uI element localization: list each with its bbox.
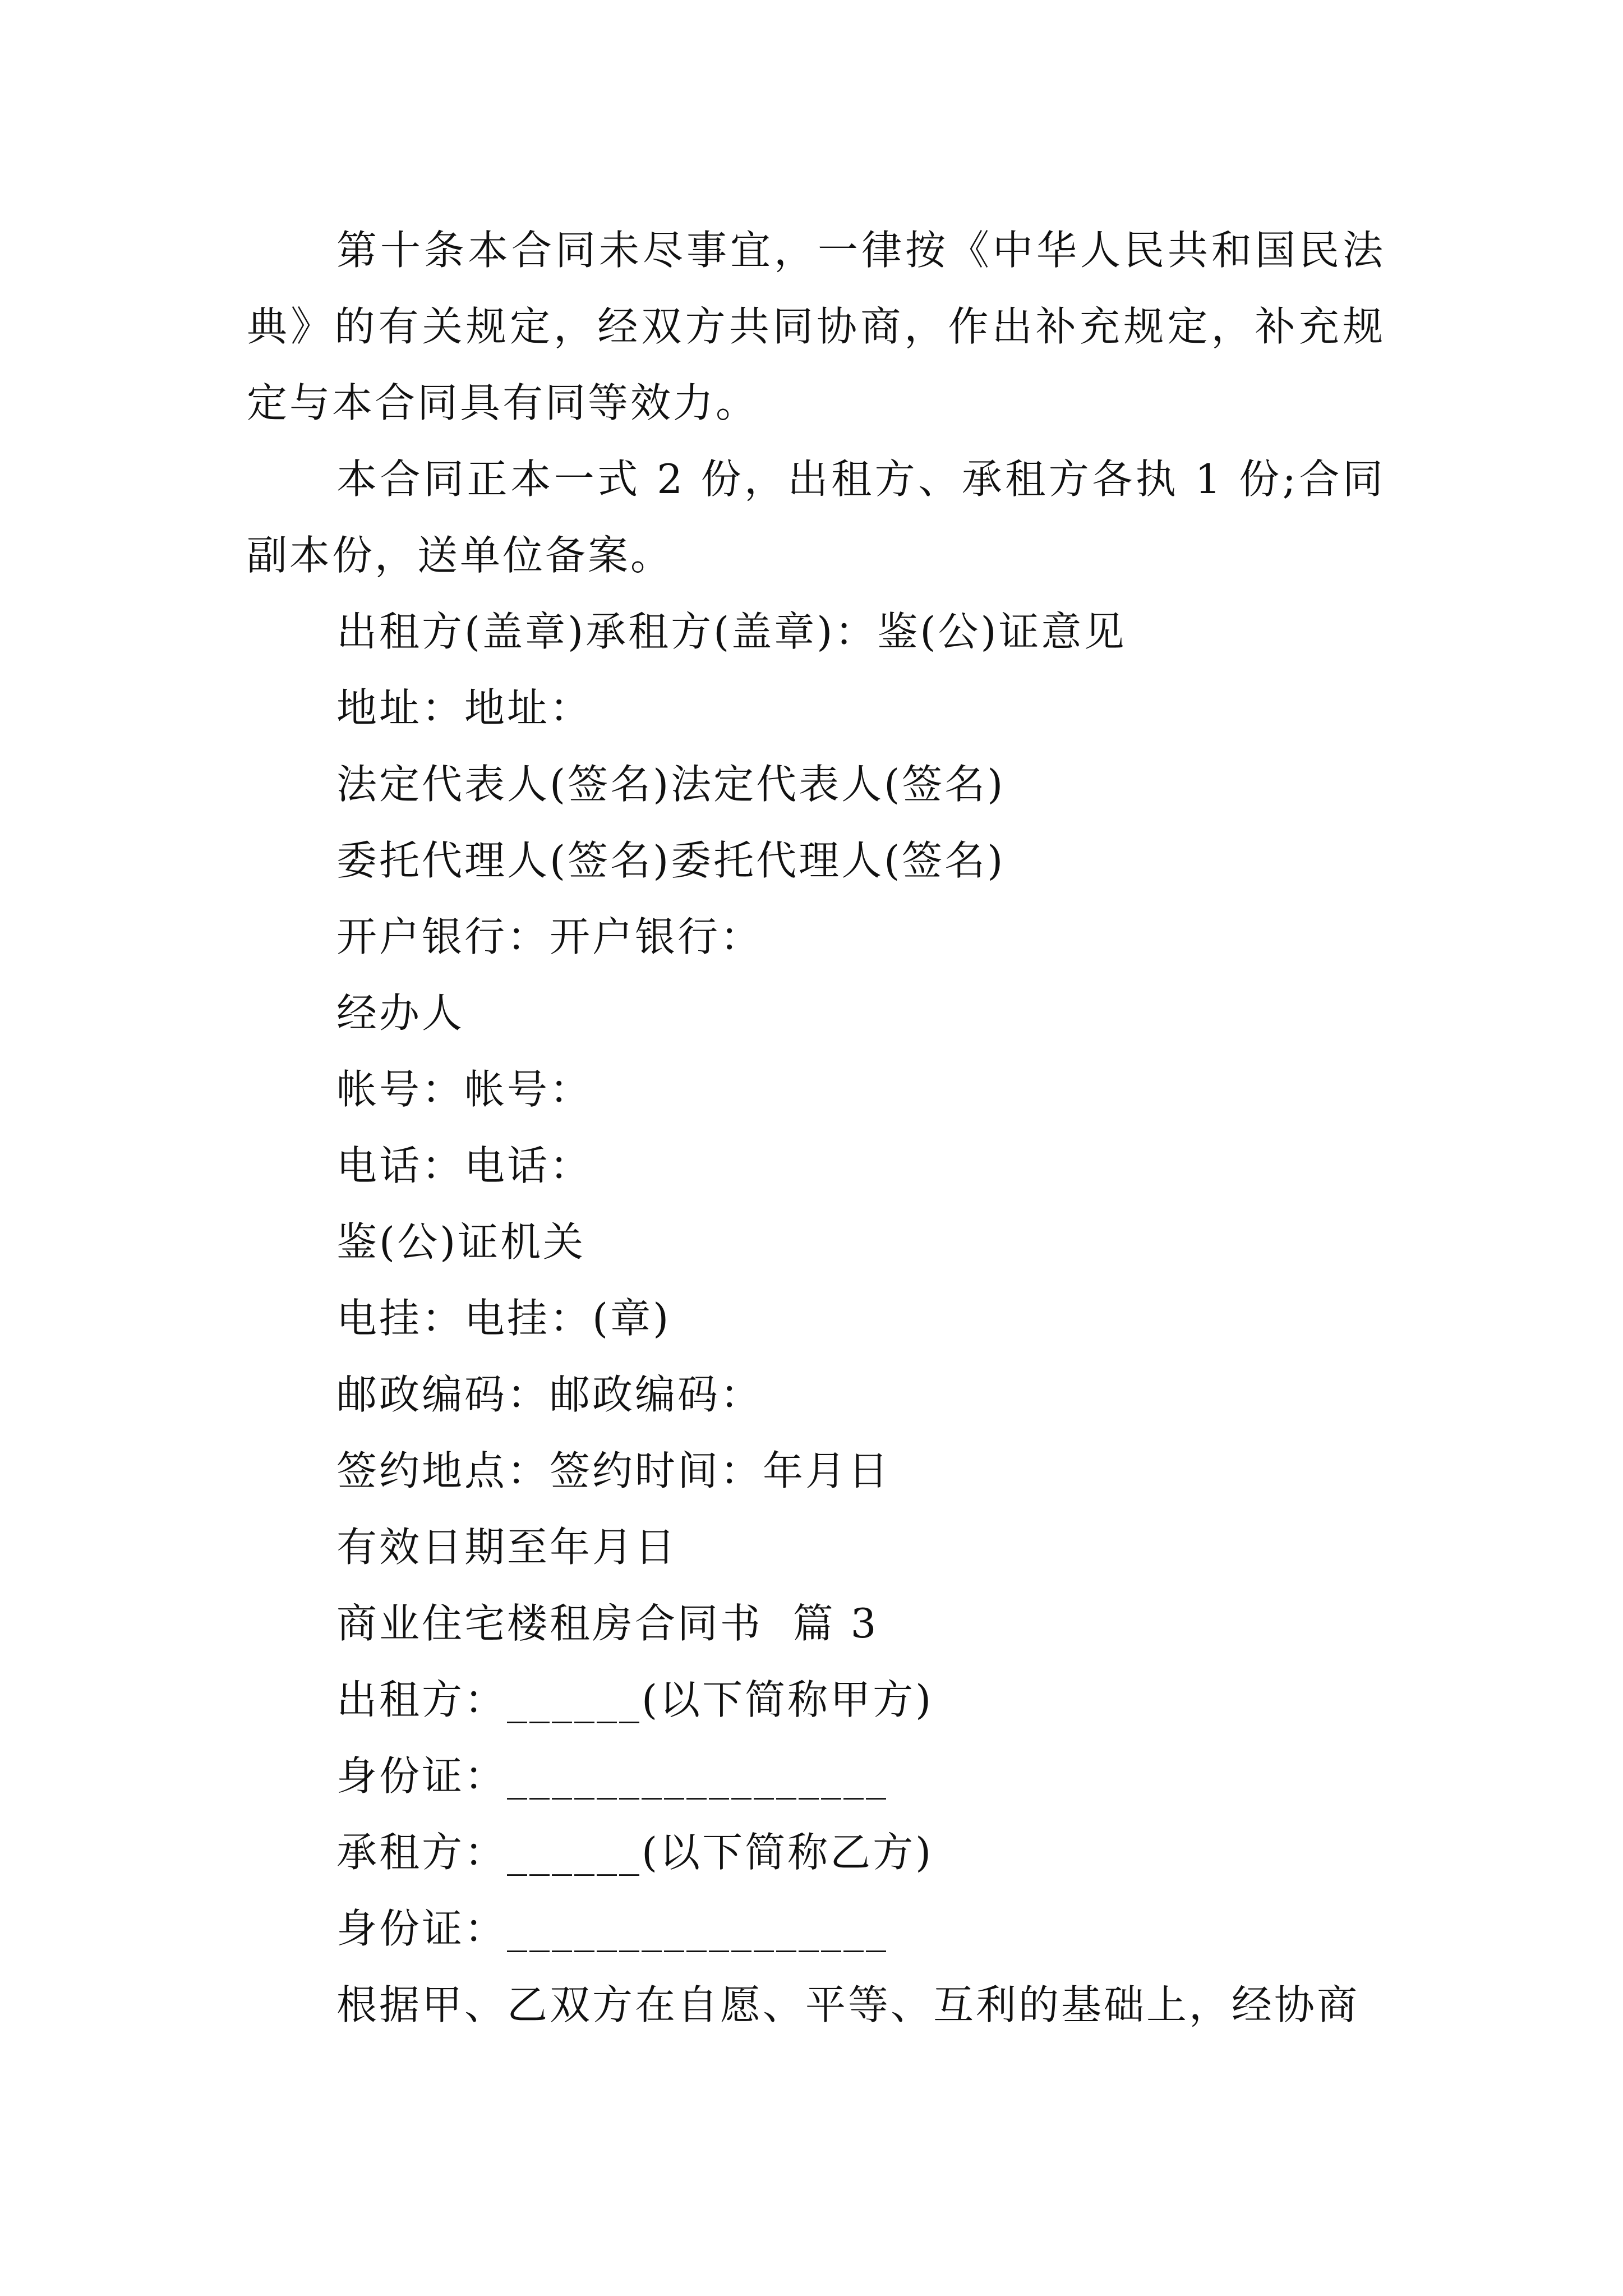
section-heading: 商业住宅楼租房合同书 篇 3 (336, 1600, 879, 1647)
handler-line: 经办人 (336, 990, 465, 1037)
notary-office-line: 鉴(公)证机关 (336, 1218, 586, 1266)
signing-place-time-line: 签约地点：签约时间：年月日 (336, 1447, 891, 1494)
validity-date-line: 有效日期至年月日 (336, 1524, 678, 1571)
lessor-id-line: 身份证：_________________ (336, 1752, 889, 1800)
lessor-line: 出租方：______(以下简称甲方) (336, 1676, 934, 1723)
document-body (247, 212, 1385, 2043)
copies-paragraph: 本合同正本一式 2 份，出租方、承租方各执 1 份;合同副本份，送单位备案。 (247, 455, 1385, 579)
lessee-id-line: 身份证：_________________ (336, 1905, 889, 1952)
address-line: 地址：地址： (336, 684, 593, 731)
lessee-line: 承租方：______(以下简称乙方) (336, 1829, 934, 1876)
postal-code-line: 邮政编码：邮政编码： (336, 1371, 763, 1418)
signature-parties-line: 出租方(盖章)承租方(盖章)：鉴(公)证意见 (336, 608, 1127, 655)
clause-ten-paragraph: 第十条本合同未尽事宜，一律按《中华人民共和国民法典》的有关规定，经双方共同协商，作出补充规定，补充规定与本合同具有同等效力。 (247, 227, 1385, 426)
bank-line: 开户银行：开户银行： (336, 913, 763, 960)
account-line: 帐号：帐号： (336, 1066, 593, 1113)
telegraph-line: 电挂：电挂：(章) (336, 1295, 671, 1342)
legal-representative-line: 法定代表人(签名)法定代表人(签名) (336, 761, 1006, 808)
phone-line: 电话：电话： (336, 1142, 593, 1189)
authorized-agent-line: 委托代理人(签名)委托代理人(签名) (336, 837, 1006, 884)
closing-paragraph: 根据甲、乙双方在自愿、平等、互利的基础上，经协商 (336, 1981, 1360, 2028)
